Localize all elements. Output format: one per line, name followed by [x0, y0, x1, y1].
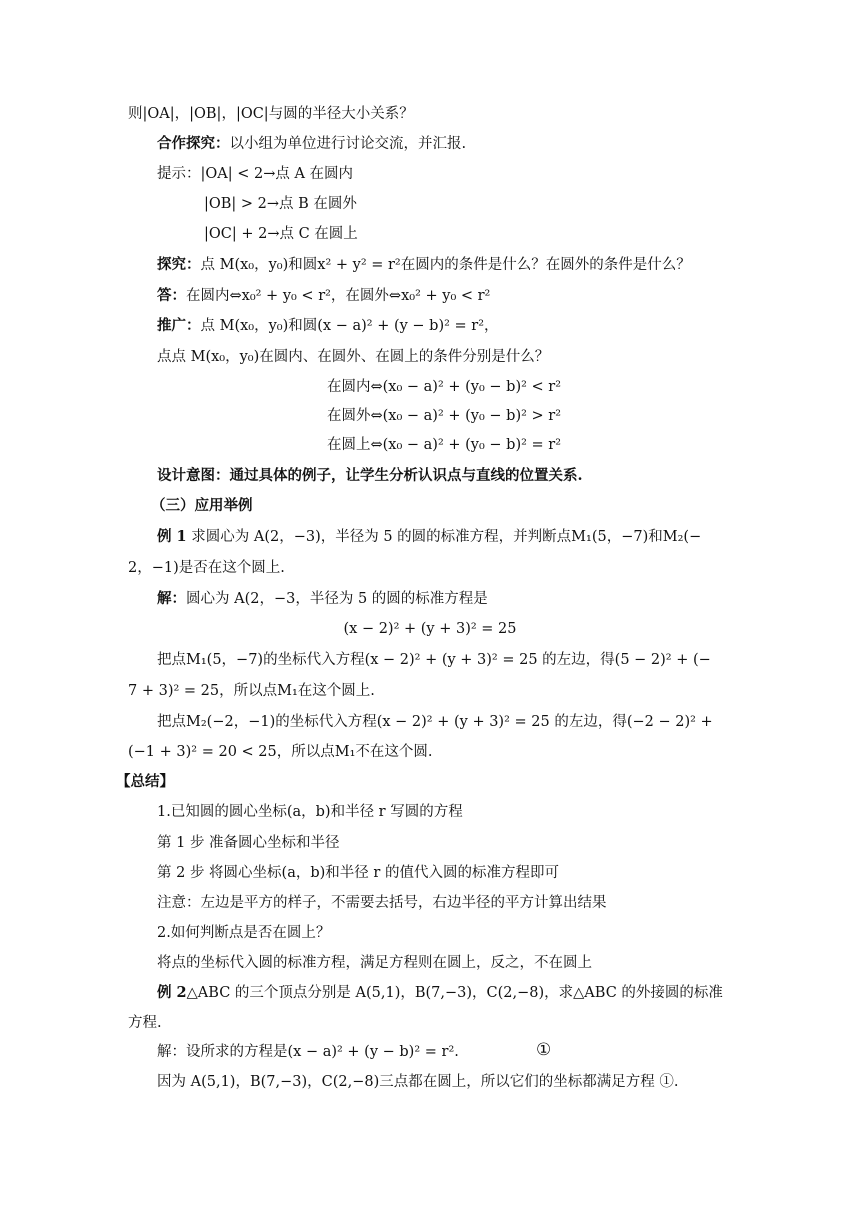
- text-line: 1.已知圆的圆心坐标(a，b)和半径 r 写圆的方程: [157, 804, 463, 820]
- text-line: [157, 983, 723, 1003]
- text-line: [157, 255, 691, 275]
- text-line: 在圆外⇔(x₀ − a)² + (y₀ − b)² > r²: [327, 408, 562, 424]
- section-heading: （三）应用举例: [151, 497, 253, 514]
- text-line: 则|OA|，|OB|，|OC|与圆的半径大小关系？: [128, 106, 414, 122]
- text-line: 把点M₂(−2，−1)的坐标代入方程(x − 2)² + (y + 3)² = 25 的左边，得(−2 − 2)² +: [157, 714, 713, 730]
- text-line: 7 + 3)² = 25，所以点M₁在这个圆上.: [128, 683, 375, 699]
- text-line: [157, 527, 701, 547]
- text-line: 在圆上⇔(x₀ − a)² + (y₀ − b)² = r²: [327, 437, 562, 453]
- example-label: 例 1: [157, 528, 187, 545]
- text-line: 第 2 步 将圆心坐标(a，b)和半径 r 的值代入圆的标准方程即可: [157, 865, 559, 881]
- section-label: 答：: [157, 287, 186, 304]
- text-span: 点 M(x₀，y₀)和圆x² + y² = r²在圆内的条件是什么？在圆外的条件是什么？: [200, 257, 691, 273]
- text-line: 提示：|OA| < 2→点 A 在圆内: [157, 166, 354, 182]
- text-line: 因为 A(5,1)，B(7,−3)，C(2,−8)三点都在圆上，所以它们的坐标都满足方程 ①.: [157, 1074, 679, 1090]
- text-line: 2.如何判断点是否在圆上？: [157, 925, 331, 941]
- section-label: 探究：: [157, 256, 201, 273]
- text-line: 注意：左边是平方的样子，不需要去括号，右边半径的平方计算出结果: [157, 895, 607, 911]
- text-line: [157, 134, 466, 154]
- text-line: [157, 286, 490, 306]
- text-line: |OB| > 2→点 B 在圆外: [204, 196, 357, 212]
- section-heading: 【总结】: [116, 773, 174, 790]
- section-label: 合作探究：: [157, 135, 230, 152]
- text-line: 设计意图：通过具体的例子，让学生分析认识点与直线的位置关系.: [157, 467, 583, 484]
- text-span: 以小组为单位进行讨论交流，并汇报.: [229, 136, 467, 152]
- text-line: (−1 + 3)² = 20 < 25，所以点M₁不在这个圆.: [128, 744, 433, 760]
- equation: (x − 2)² + (y + 3)² = 25: [343, 621, 517, 637]
- section-label: 解：: [157, 590, 186, 607]
- text-span: 在圆内⇔x₀² + y₀ < r²，在圆外⇔x₀² + y₀ < r²: [186, 288, 491, 304]
- section-label: 推广：: [157, 317, 201, 334]
- text-span: 求圆心为 A(2，−3)，半径为 5 的圆的标准方程，并判断点M₁(5，−7)和M₂(−: [186, 529, 702, 545]
- text-line: 点点 M(x₀，y₀)在圆内、在圆外、在圆上的条件分别是什么？: [157, 349, 550, 365]
- text-line: 2，−1)是否在这个圆上.: [128, 560, 285, 576]
- text-span: △ABC 的三个顶点分别是 A(5,1)，B(7,−3)，C(2,−8)，求△ABC 的外接圆的标准: [186, 985, 723, 1001]
- text-line: 第 1 步 准备圆心坐标和半径: [157, 835, 340, 851]
- text-span: 圆心为 A(2，−3，半径为 5 的圆的标准方程是: [186, 591, 488, 607]
- text-line: [157, 589, 488, 609]
- text-line: 把点M₁(5，−7)的坐标代入方程(x − 2)² + (y + 3)² = 25 的左边，得(5 − 2)² + (−: [157, 652, 711, 668]
- text-line: [157, 316, 499, 336]
- text-line: 方程.: [128, 1015, 162, 1031]
- text-line: 解：设所求的方程是(x − a)² + (y − b)² = r².: [157, 1044, 459, 1060]
- text-line: 在圆内⇔(x₀ − a)² + (y₀ − b)² < r²: [327, 379, 562, 395]
- equation-marker: ①: [536, 1040, 552, 1060]
- text-line: 将点的坐标代入圆的标准方程，满足方程则在圆上，反之，不在圆上: [157, 955, 592, 971]
- text-span: 点 M(x₀，y₀)和圆(x − a)² + (y − b)² = r²，: [200, 318, 499, 334]
- text-line: |OC| + 2→点 C 在圆上: [204, 226, 358, 242]
- example-label: 例 2: [157, 984, 187, 1001]
